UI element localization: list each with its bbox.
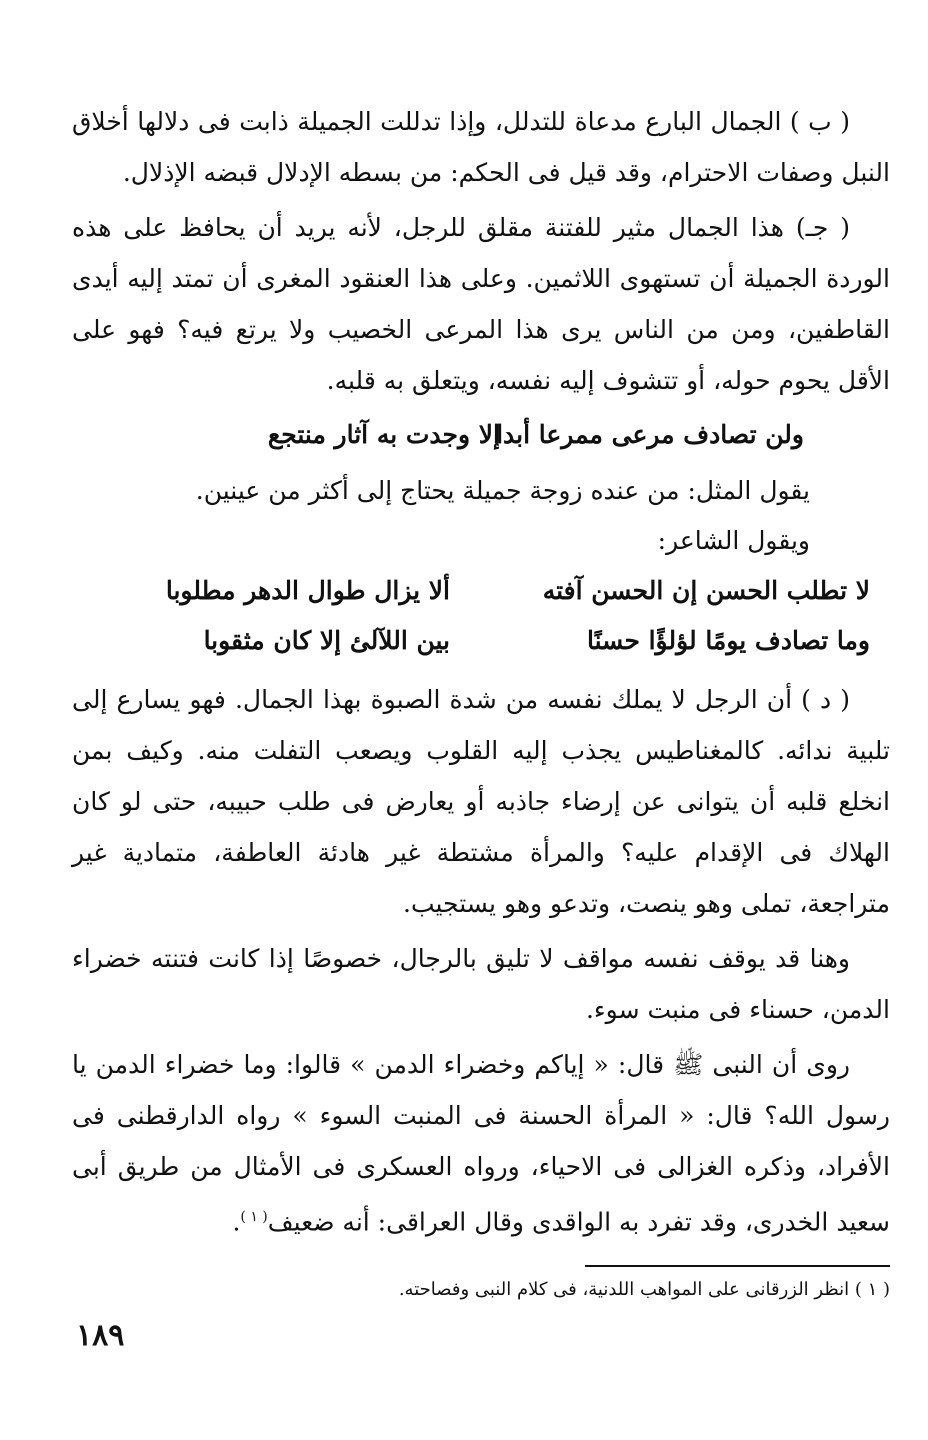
verse-hemistich-2: بين اللآلئ إلا كان مثقوبا — [203, 626, 450, 655]
page-body — [72, 96, 890, 1247]
verse-1-hemistich-1: ولن تصادف مرعى ممرعا أبدا — [496, 420, 804, 449]
verse-hemistich-1: لا تطلب الحسن إن الحسن آفته — [542, 576, 870, 605]
verse-hemistich-1: وما تصادف يومًا لؤلؤًا حسنًا — [586, 626, 870, 655]
paragraph-d: ( د ) أن الرجل لا يملك نفسه من شدة الصبوة بهذا الجمال. فهو يسارع إلى تلبية ندائه. كالمغناطيس يجذب إليه القلوب ويصعب التفلت منه. وكيف بمن انخلع قلبه أن يتوانى عن إرضاء جاذبه أو يعارض فى طلب حبيبه، حتى لو كان الهلاك فى الإقدام عليه؟ والمرأة مشتطة غير هادئة العاطفة، متمادية غير متراجعة، تملى وهو ينصت، وتدعو وهو يستجيب. — [72, 685, 890, 918]
verse-row — [72, 618, 890, 668]
page-number: ١٨٩ — [76, 1318, 125, 1353]
paragraph-hadith — [72, 1039, 890, 1247]
verse-row — [72, 568, 890, 618]
proverb-line: يقول المثل: من عنده زوجة جميلة يحتاج إلى أكثر من عينين. — [195, 476, 810, 505]
verse-hemistich-2: ألا يزال طوال الدهر مطلوبا — [165, 576, 450, 605]
poet-intro: ويقول الشاعر: — [657, 526, 810, 555]
paragraph-huna: وهنا قد يوقف نفسه مواقف لا تليق بالرجال، خصوصًا إذا كانت فتنته خضراء الدمن، حسناء فى منبت سوء. — [72, 944, 890, 1024]
hadith-end: . — [232, 1207, 241, 1237]
verses-block — [72, 568, 890, 668]
verse-1-hemistich-2: إلا وجدت به آثار منتجع — [267, 420, 500, 449]
footnote-ref[interactable]: ( ١ ) — [240, 1209, 268, 1225]
footnote: ( ١ ) انظر الزرقانى على المواهب اللدنية، فى كلام النبى وفصاحته. — [398, 1279, 890, 1300]
paragraph-b: ( ب ) الجمال البارع مدعاة للتدلل، وإذا تدللت الجميلة ذابت فى دلالها أخلاق النبل وصفات الاحترام، وقد قيل فى الحكم: من بسطه الإدلال قبضه الإذلال. — [72, 107, 890, 187]
paragraph-j: ( جـ) هذا الجمال مثير للفتنة مقلق للرجل، لأنه يريد أن يحافظ على هذه الوردة الجميلة أن تستهوى اللاثمين. وعلى هذا العنقود المغرى أن تمتد إليه أيدى القاطفين، ومن من الناس يرى هذا المرعى الخصيب ولا يرتع فيه؟ فهو على الأقل يحوم حوله، أو تتشوف إليه نفسه، ويتعلق به قلبه. — [72, 213, 890, 395]
hadith-text: روى أن النبى ﷺ قال: « إياكم وخضراء الدمن » قالوا: وما خضراء الدمن يا رسول الله؟ قال: « المرأة الحسنة فى المنبت السوء » رواه الدارقطنى فى الأفراد، وذكره الغزالى فى الاحياء، ورواه العسكرى فى الأمثال من طريق أبى سعيد الخدرى، وقد تفرد به الواقدى وقال العراقى: أنه ضعيف — [72, 1050, 890, 1237]
verse-1 — [72, 410, 890, 466]
footnote-divider — [585, 1265, 890, 1267]
